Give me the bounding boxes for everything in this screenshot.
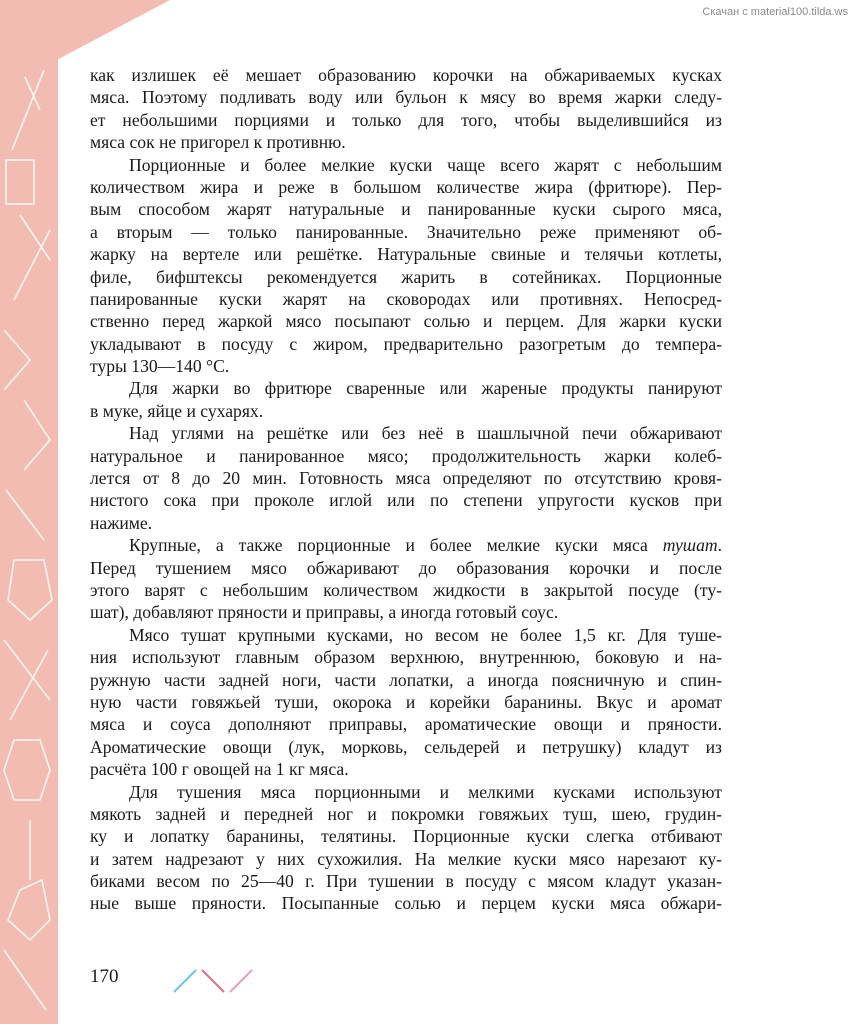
text-line: ные выше пряности. Посыпанные солью и перцем куски мяса обжари- <box>90 893 722 914</box>
text-line: Порционные и более мелкие куски чаще всего жарят с небольшим <box>129 154 722 175</box>
text-line: мяса сок не пригорел к противню. <box>90 132 346 153</box>
text-line: нистого сока при проколе иглой или по степени упругости кусков при <box>90 490 722 511</box>
text-line: Крупные, а также порционные и более мелкие куски мяса тушат. <box>129 535 722 556</box>
text-line: мякоть задней и передней ног и покромки говяжьих туш, шею, грудин- <box>90 803 722 824</box>
text-line: мяса. Поэтому подливать воду или бульон к мясу во время жарки следу- <box>90 87 722 108</box>
text-line: как излишек её мешает образованию корочки на обжариваемых кусках <box>90 65 722 85</box>
text-line: ет небольшими порциями и только для того, чтобы выделившийся из <box>90 109 722 130</box>
body-text <box>90 64 722 915</box>
text-line: ственно перед жаркой мясо посыпают солью и перцем. Для жарки куски <box>90 311 722 332</box>
decorative-side-band <box>0 0 58 1024</box>
download-watermark: Скачан с material100.tilda.ws <box>702 6 848 18</box>
page-number: 170 <box>90 966 119 987</box>
text-line: количеством жира и реже в большом количестве жира (фритюре). Пер- <box>90 176 722 197</box>
footer-slashes-icon <box>172 968 262 994</box>
text-line: мяса и соуса дополняют приправы, ароматические овощи и пряности. <box>90 714 722 735</box>
text-line: расчёта 100 г овощей на 1 кг мяса. <box>90 759 349 780</box>
text-line: панированные куски жарят на сковородах или противнях. Непосред- <box>90 288 722 309</box>
text-line: и затем надрезают у них сухожилия. На мелкие куски мясо нарезают ку- <box>90 848 722 869</box>
text-line: Мясо тушат крупными кусками, но весом не более 1,5 кг. Для туше- <box>129 624 722 645</box>
text-line: ку и лопатку баранины, телятины. Порционные куски слегка отбивают <box>90 826 722 847</box>
geometric-pattern-icon <box>0 0 58 1024</box>
text-line: нажиме. <box>90 512 153 533</box>
text-line: Для жарки во фритюре сваренные или жареные продукты панируют <box>129 378 722 399</box>
text-line: шат), добавляют пряности и приправы, а иногда готовый соус. <box>90 602 559 623</box>
text-line: а вторым — только панированные. Значительно реже применяют об- <box>90 221 722 242</box>
text-line: в муке, яйце и сухарях. <box>90 400 264 421</box>
text-line: Перед тушением мясо обжаривают до образования корочки и после <box>90 557 722 578</box>
text-line: этого варят с небольшим количеством жидкости в закрытой посуде (ту- <box>90 579 722 600</box>
text-line: вым способом жарят натуральные и панированные куски сырого мяса, <box>90 199 722 220</box>
text-line: ния используют главным образом верхнюю, внутреннюю, боковую и на- <box>90 647 722 668</box>
text-line: натуральное и панированное мясо; продолжительность жарки колеб- <box>90 445 722 466</box>
text-line: укладывают в посуду с жиром, предварительно разогретым до темпера- <box>90 333 722 354</box>
text-line: жарку на вертеле или решётке. Натуральные свиные и телячьи котлеты, <box>90 244 722 265</box>
emphasis-term: тушат <box>662 535 718 556</box>
text-line: ную части говяжьей туши, окорока и корейки баранины. Вкус и аромат <box>90 691 722 712</box>
text-line: туры 130—140 °С. <box>90 356 230 377</box>
text-line: филе, бифштексы рекомендуется жарить в сотейниках. Порционные <box>90 266 722 287</box>
text-line: Над углями на решётке или без неё в шашлычной печи обжаривают <box>129 423 722 444</box>
text-line: лется от 8 до 20 мин. Готовность мяса определяют по отсутствию кровя- <box>90 468 722 489</box>
text-line: Ароматические овощи (лук, морковь, сельдерей и петрушку) кладут из <box>90 736 722 757</box>
text-line: биками весом по 25—40 г. При тушении в посуду с мясом кладут указан- <box>90 871 722 892</box>
text-line: ружную части задней ноги, части лопатки, а иногда поясничную и спин- <box>90 669 722 690</box>
text-line: Для тушения мяса порционными и мелкими кусками используют <box>129 781 722 802</box>
